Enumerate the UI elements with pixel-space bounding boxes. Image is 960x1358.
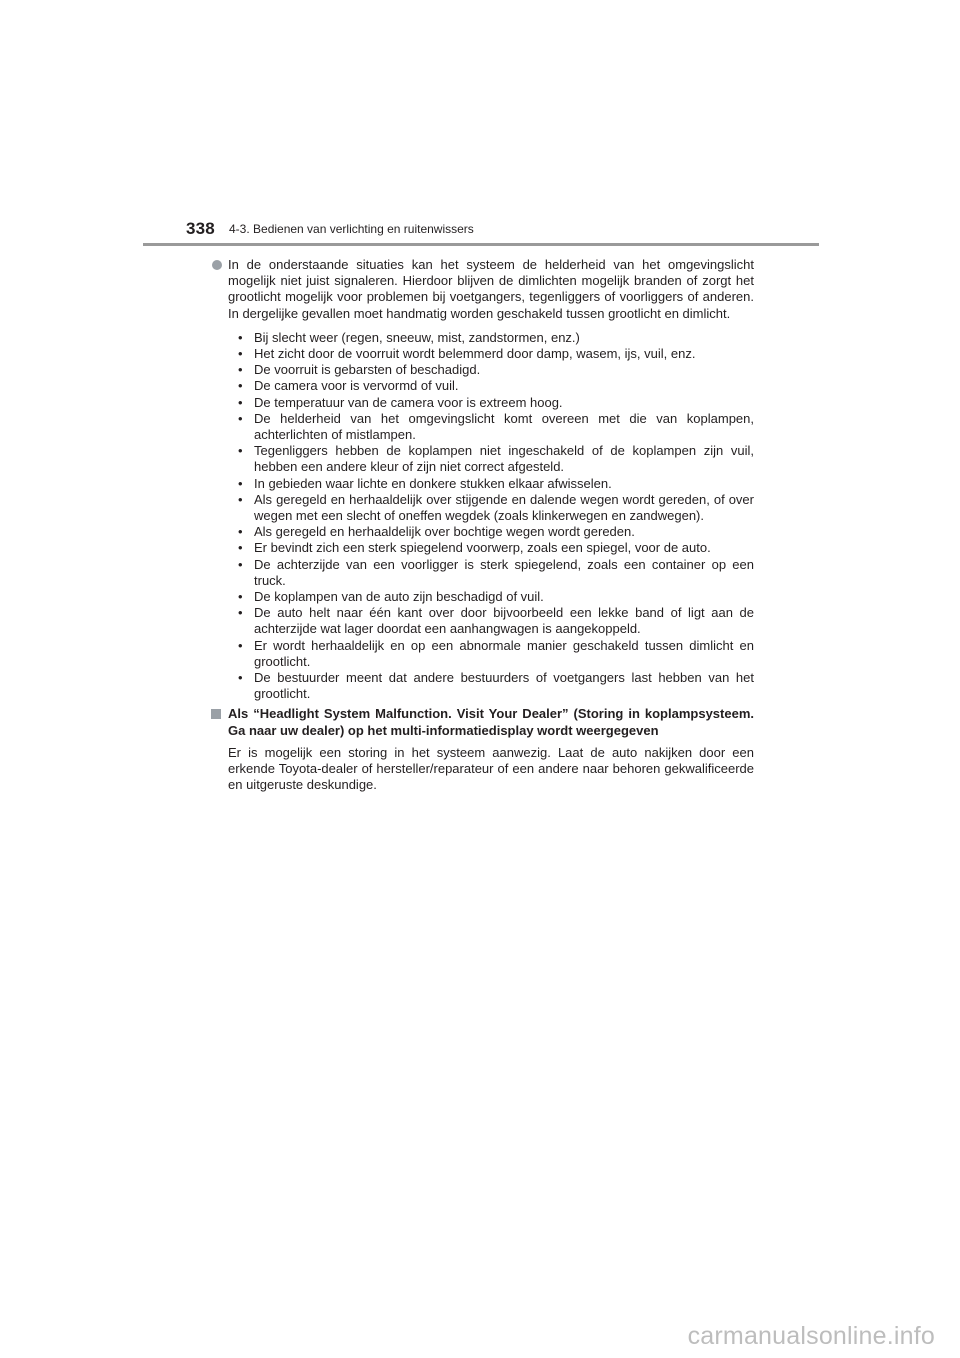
- bullet-dot-icon: •: [238, 475, 243, 491]
- watermark: carmanualsonline.info: [687, 1322, 935, 1350]
- circle-bullet-icon: [212, 260, 222, 270]
- page-content: [210, 257, 754, 794]
- list-item-text: In gebieden waar lichte en donkere stukken elkaar afwisselen.: [254, 475, 612, 491]
- header-rule: [143, 243, 819, 246]
- list-item: [238, 330, 754, 346]
- list-item-text: De voorruit is gebarsten of beschadigd.: [254, 362, 481, 378]
- bullet-dot-icon: •: [238, 637, 243, 653]
- list-item-text: De camera voor is vervormd of vuil.: [254, 378, 459, 394]
- note-block: [210, 257, 754, 702]
- bullet-dot-icon: •: [238, 524, 243, 540]
- list-item: [238, 346, 754, 362]
- bullet-dot-icon: •: [238, 589, 243, 605]
- list-item: [238, 395, 754, 411]
- list-item: [238, 524, 754, 540]
- list-item: [238, 557, 754, 589]
- list-item-text: Er bevindt zich een sterk spiegelend voorwerp, zoals een spiegel, voor de auto.: [254, 540, 711, 556]
- bullet-dot-icon: •: [238, 346, 243, 362]
- bullet-dot-icon: •: [238, 556, 243, 572]
- list-item-text: Als geregeld en herhaaldelijk over stijgende en dalende wegen wordt gereden, of over wegen met een slecht of oneffen wegdek (zoals klinkerwegen en zandwegen).: [254, 491, 754, 524]
- malfunction-section: [210, 706, 754, 793]
- list-item: [238, 362, 754, 378]
- bullet-dot-icon: •: [238, 329, 243, 345]
- list-item-text: De helderheid van het omgevingslicht komt overeen met die van koplampen, achterlichten of mistlampen.: [254, 410, 754, 443]
- bullet-dot-icon: •: [238, 394, 243, 410]
- list-item-text: Het zicht door de voorruit wordt belemmerd door damp, wasem, ijs, vuil, enz.: [254, 346, 696, 362]
- section-header: 4-3. Bedienen van verlichting en ruitenwissers: [229, 222, 474, 236]
- square-bullet-icon: [211, 709, 221, 719]
- list-item-text: De achterzijde van een voorligger is sterk spiegelend, zoals een container op een truck.: [254, 556, 754, 588]
- malfunction-title: Als “Headlight System Malfunction. Visit Your Dealer” (Storing in koplampsysteem. Ga naar uw dealer) op het multi-informatiedisplay wordt weergegeven: [228, 706, 754, 738]
- list-item: [238, 476, 754, 492]
- note-intro: In de onderstaande situaties kan het systeem de helderheid van het omgevingslicht mogelijk niet juist signaleren. Hierdoor blijven de dimlichten mogelijk branden of zorgt het grootlicht mogelijk voor problemen bij voetgangers, tegenliggers of voorliggers of anderen. In dergelijke gevallen moet handmatig worden geschakeld tussen grootlicht en dimlicht.: [228, 257, 754, 321]
- list-item-text: De koplampen van de auto zijn beschadigd of vuil.: [254, 589, 544, 605]
- bullet-dot-icon: •: [238, 378, 243, 394]
- list-item: [238, 378, 754, 394]
- list-item-text: Er wordt herhaaldelijk en op een abnormale manier geschakeld tussen dimlicht en grootlicht.: [254, 637, 754, 669]
- list-item: [238, 638, 754, 670]
- malfunction-body: Er is mogelijk een storing in het systeem aanwezig. Laat de auto nakijken door een erkende Toyota-dealer of hersteller/reparateur of een andere naar behoren gekwalificeerde en uitgeruste deskundige.: [228, 744, 754, 793]
- bullet-dot-icon: •: [238, 670, 243, 686]
- list-item-text: De auto helt naar één kant over door bijvoorbeeld een lekke band of ligt aan de achterzijde wat lager doordat een aanhangwagen is aangekoppeld.: [254, 605, 754, 637]
- list-item: [238, 443, 754, 475]
- list-item-text: De temperatuur van de camera voor is extreem hoog.: [254, 394, 563, 410]
- list-item-text: Als geregeld en herhaaldelijk over bochtige wegen wordt gereden.: [254, 524, 635, 540]
- list-item-text: De bestuurder meent dat andere bestuurders of voetgangers last hebben van het grootlicht.: [254, 670, 754, 702]
- list-item-text: Bij slecht weer (regen, sneeuw, mist, zandstormen, enz.): [254, 329, 580, 345]
- list-item: [238, 605, 754, 637]
- list-item: [238, 411, 754, 443]
- bullet-dot-icon: •: [238, 410, 243, 426]
- list-item: [238, 589, 754, 605]
- list-item-text: Tegenliggers hebben de koplampen niet ingeschakeld of de koplampen zijn vuil, hebben een andere kleur of zijn niet correct afgesteld.: [254, 443, 754, 475]
- bullet-dot-icon: •: [238, 362, 243, 378]
- list-item: [238, 492, 754, 524]
- page-number: 338: [186, 219, 215, 238]
- bullet-dot-icon: •: [238, 443, 243, 459]
- bullet-dot-icon: •: [238, 540, 243, 556]
- bullet-dot-icon: •: [238, 491, 243, 507]
- condition-list: [228, 330, 754, 703]
- list-item: [238, 670, 754, 702]
- bullet-dot-icon: •: [238, 605, 243, 621]
- list-item: [238, 540, 754, 556]
